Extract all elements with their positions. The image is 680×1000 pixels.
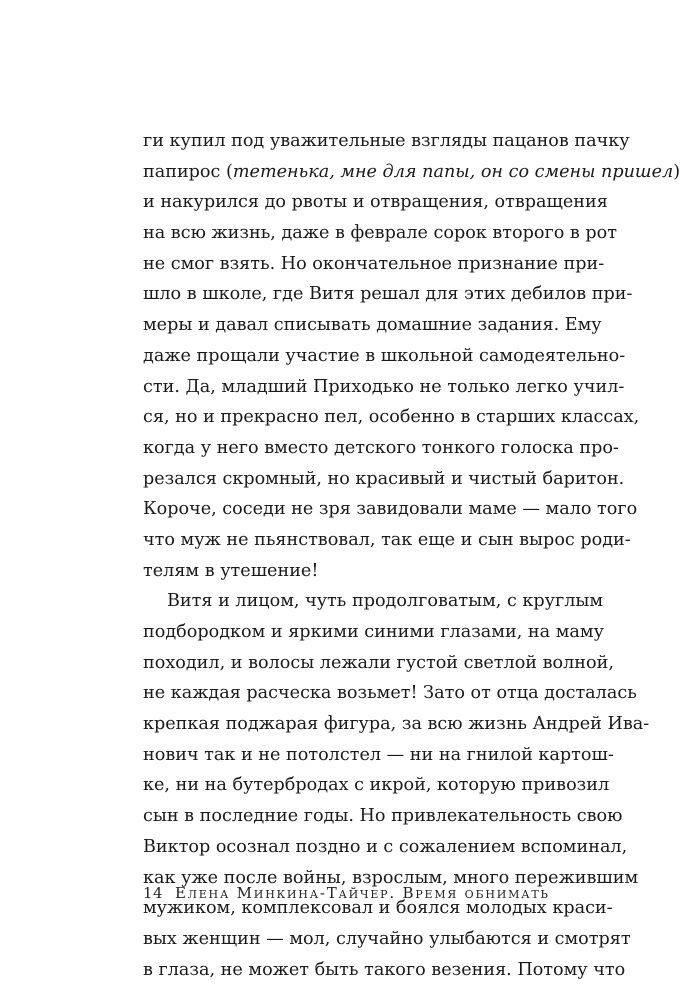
text-line: сти. Да, младший Приходько не только легко учил- [143,376,625,397]
text-line: нович так и не потолстел — ни на гнилой картош- [143,744,614,765]
text-line: ке, ни на бутербродах с икрой, которую привозил [143,775,610,796]
paragraph-start-line: Витя и лицом, чуть продолговатым, с круглым [167,591,604,612]
text-line: вых женщин — мол, случайно улыбаются и смотрят [143,928,631,949]
text-line: даже прощали участие в школьной самодеятельно- [143,345,626,366]
text-line: походил, и волосы лежали густой светлой волной, [143,652,614,673]
text-line: шло в школе, где Витя решал для этих дебилов при- [143,284,633,305]
page-number: 14 [143,884,164,902]
text-line: как уже после войны, взрослым, много пережившим [143,867,639,888]
text-line: ся, но и прекрасно пел, особенно в старших классах, [143,407,640,428]
text-segment: ) [673,161,680,182]
text-line [143,157,680,188]
running-title: Елена Минкина-Тайчер. Время обнимать [175,884,550,902]
text-line: не смог взять. Но окончательное признание при- [143,253,605,274]
body-text [143,126,680,985]
text-line: ги купил под уважительные взгляды пацанов пачку [143,131,630,151]
text-line: мужиком, комплексовал и боялся молодых краси- [143,898,613,919]
text-line: в глаза, не может быть такого везения. Потому что [143,959,626,980]
text-line: Виктор осознал поздно и с сожалением вспоминал, [143,836,628,857]
text-line: меры и давал списывать домашние задания. Ему [143,315,602,336]
text-line: Короче, соседи не зря завидовали маме — мало того [143,499,638,520]
italic-quote: тетенька, мне для папы, он со смены пришел [232,161,674,182]
text-line: не каждая расческа возьмет! Зато от отца досталась [143,683,637,704]
text-line: что муж не пьянствовал, так еще и сын вырос роди- [143,529,631,550]
text-line: телям в утешение! [143,560,319,581]
text-line: и накурился до рвоты и отвращения, отвращения [143,192,608,213]
text-segment: папирос ( [143,161,233,182]
text-line: резался скромный, но красивый и чистый баритон. [143,468,625,489]
text-line: на всю жизнь, даже в феврале сорок второго в рот [143,223,617,244]
page-footer [143,883,571,903]
text-line: подбородком и яркими синими глазами, на маму [143,622,604,642]
text-line: когда у него вместо детского тонкого голоска про- [143,437,619,458]
text-line: крепкая поджарая фигура, за всю жизнь Андрей Ива- [143,714,650,735]
text-line: сын в последние годы. Но привлекательность свою [143,806,623,827]
